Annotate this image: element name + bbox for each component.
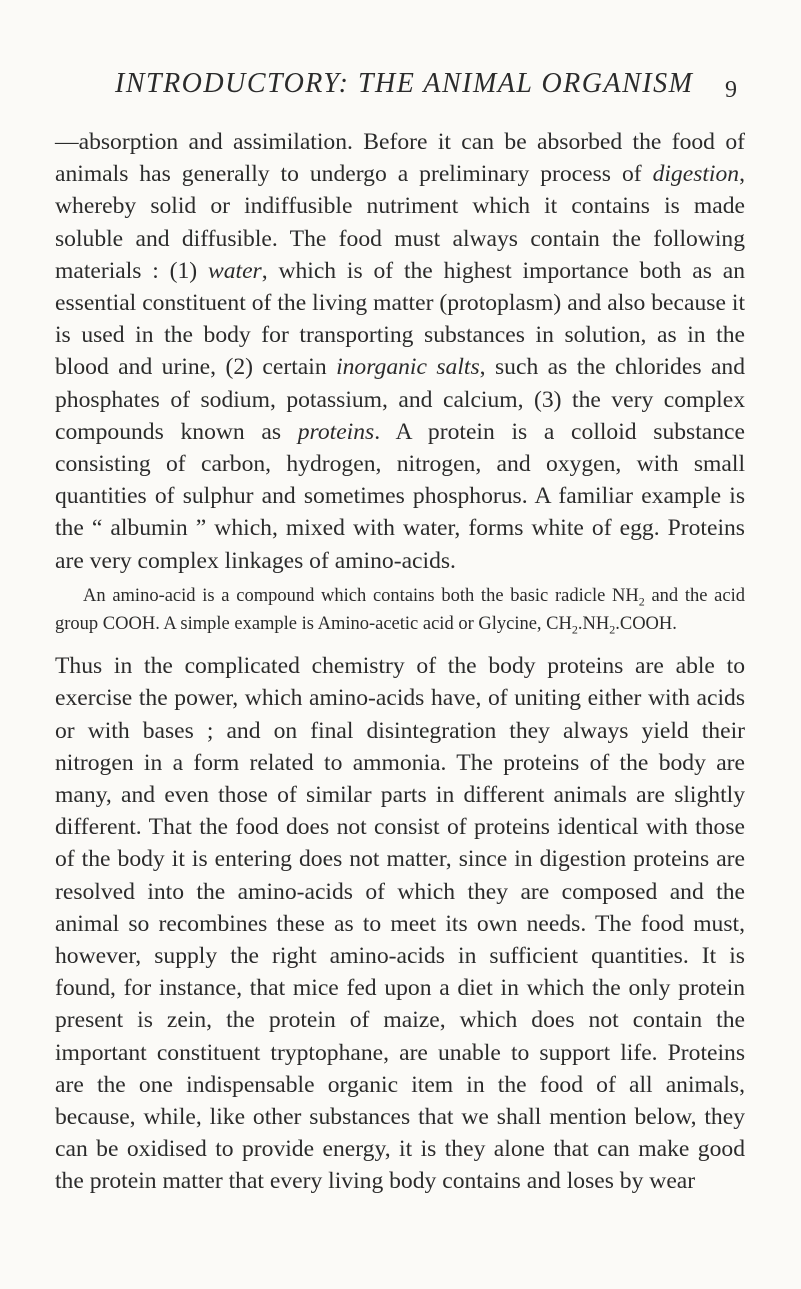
text-run: .COOH. bbox=[615, 613, 677, 634]
running-head bbox=[55, 66, 745, 102]
running-head-title: INTRODUCTORY: THE ANIMAL ORGANISM bbox=[115, 68, 694, 99]
term-inorganic-salts: inorganic salts bbox=[336, 354, 480, 381]
amino-acid-note bbox=[55, 585, 745, 640]
book-page bbox=[55, 66, 745, 1198]
subscript: 2 bbox=[609, 622, 616, 637]
text-run: . A protein is a colloid substance consisting of carbon, hydrogen, nitrogen, and oxygen, with small quantities of sulphur and sometimes phosphorus. A familiar example is the “ albumin ” which, mixed with water, forms white of egg. Proteins are very complex linkages of amino-acids. bbox=[55, 418, 745, 574]
subscript: 2 bbox=[638, 594, 645, 609]
paragraph-proteins: Thus in the complicated chemistry of the body proteins are able to exercise the power, which amino-acids have, of uniting either with acids or with bases ; and on final disintegration they always yield their nitrogen in a form related to ammonia. The proteins of the body are many, and even those of similar parts in different animals are slightly different. That the food does not consist of proteins identical with those of the body it is entering does not matter, since in digestion proteins are resolved into the amino-acids of which they are composed and the animal so recombines these as to meet its own needs. The food must, however, supply the right amino-acids in sufficient quantities. It is found, for instance, that mice fed upon a diet in which the only protein present is zein, the protein of maize, which does not contain the important constituent tryptophane, are unable to support life. Proteins are the one indispensable organic item in the food of all animals, because, while, like other substances that we shall mention below, they can be oxidised to provide energy, it is they alone that can make good the protein matter that every living body contains and loses by wear bbox=[55, 653, 745, 1195]
text-run: —absorption and assimilation. Before it can be absorbed the food of animals has generally to undergo a preliminary process of bbox=[55, 129, 745, 188]
text-run: , which is of the highest importance both as an essential constituent of the living matter (protoplasm) and also because it is used in the body for transporting substances in solution, as in the blood and urine, (2) certain bbox=[55, 257, 745, 381]
text-run: and the acid group COOH. A simple example is Amino-acetic acid or Glycine, CH bbox=[55, 585, 745, 634]
text-run: .NH bbox=[577, 613, 610, 634]
subscript: 2 bbox=[571, 622, 578, 637]
text-run: , such as the chlorides and phosphates of sodium, potassium, and calcium, (3) the very complex compounds known as bbox=[55, 354, 746, 445]
term-proteins: proteins bbox=[297, 418, 375, 445]
text-run: An amino-acid is a compound which contains both the basic radicle NH bbox=[83, 585, 639, 606]
term-water: water bbox=[207, 257, 262, 284]
page-number: 9 bbox=[725, 77, 737, 103]
text-run: , whereby solid or indiffusible nutriment which it contains is made soluble and diffusible. The food must always contain the following materials : (1) bbox=[55, 161, 745, 284]
paragraph-absorption bbox=[55, 126, 745, 577]
term-digestion: digestion bbox=[652, 161, 740, 188]
